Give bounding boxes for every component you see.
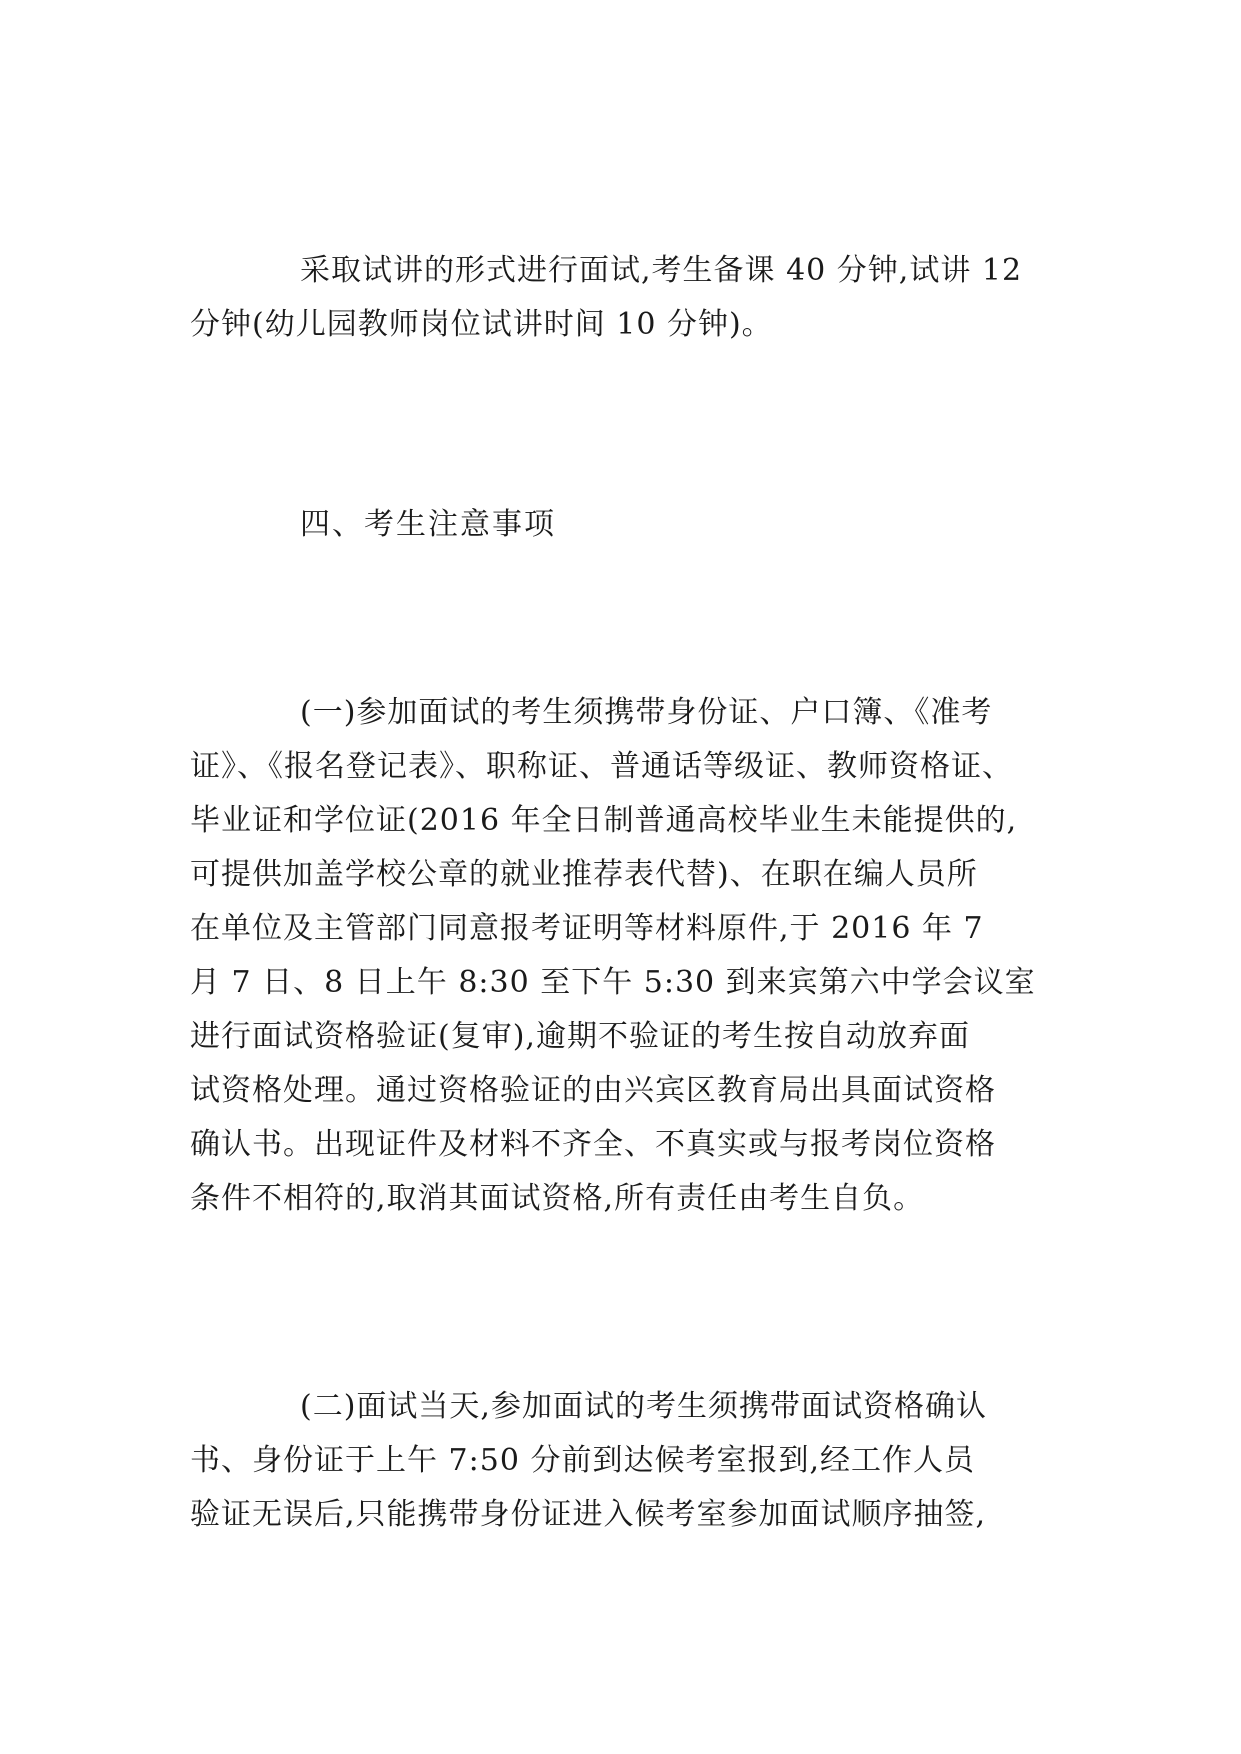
text-line: (一)参加面试的考生须携带身份证、户口簿、《准考: [300, 695, 993, 730]
paragraph-notice-two: [190, 1380, 1070, 1542]
paragraph-interview-format: [190, 244, 1070, 352]
text-line: 在单位及主管部门同意报考证明等材料原件,于 2016 年 7: [190, 911, 984, 946]
text-line: 书、身份证于上午 7:50 分前到达候考室报到,经工作人员: [190, 1443, 975, 1478]
text-line: 确认书。出现证件及材料不齐全、不真实或与报考岗位资格: [190, 1127, 996, 1162]
text-line: 可提供加盖学校公章的就业推荐表代替)、在职在编人员所: [190, 857, 978, 892]
paragraph-notice-one: [190, 686, 1070, 1226]
text-line: 条件不相符的,取消其面试资格,所有责任由考生自负。: [190, 1181, 925, 1216]
text-line: (二)面试当天,参加面试的考生须携带面试资格确认: [300, 1389, 987, 1424]
text-line: 月 7 日、8 日上午 8:30 至下午 5:30 到来宾第六中学会议室: [190, 965, 1036, 1000]
text-line: 采取试讲的形式进行面试,考生备课 40 分钟,试讲 12: [300, 253, 1023, 288]
text-line: 分钟(幼儿园教师岗位试讲时间 10 分钟)。: [190, 307, 773, 342]
text-line: 验证无误后,只能携带身份证进入候考室参加面试顺序抽签,: [190, 1497, 987, 1532]
text-line: 进行面试资格验证(复审),逾期不验证的考生按自动放弃面: [190, 1019, 970, 1054]
section-heading: 四、考生注意事项: [300, 507, 556, 542]
text-line: 毕业证和学位证(2016 年全日制普通高校毕业生未能提供的,: [190, 803, 1018, 838]
text-line: 试资格处理。通过资格验证的由兴宾区教育局出具面试资格: [190, 1073, 996, 1108]
text-line: 证》、《报名登记表》、职称证、普通话等级证、教师资格证、: [190, 749, 1013, 784]
